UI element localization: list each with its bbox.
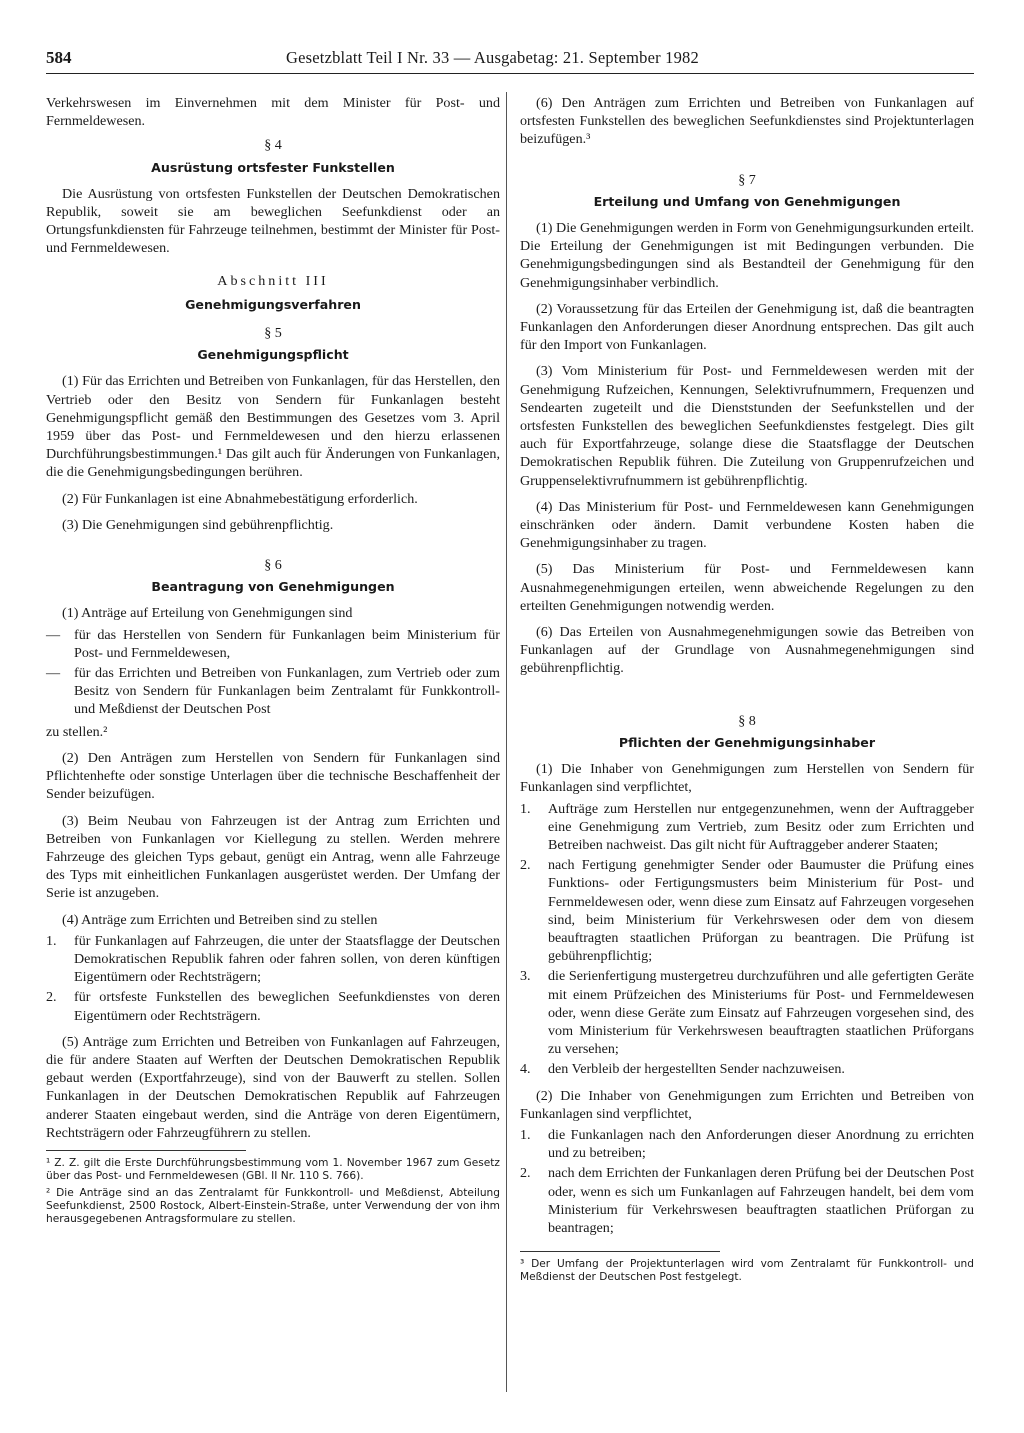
header-rule [46, 73, 974, 74]
part-3-title: Genehmigungsverfahren [185, 296, 361, 312]
section-7-para-5: (5) Das Ministerium für Post- und Fernmeldewesen kann Ausnahmegenehmigungen erteilen, wenn abweichende Regelungen zu den erteilten Genehmigungen notwendig werden. [520, 561, 974, 614]
page-number: 584 [46, 48, 72, 67]
section-8-para-2-intro: (2) Die Inhaber von Genehmigungen zum Errichten und Betreiben von Funkanlagen sind verpflichtet, [520, 1087, 974, 1122]
section-8-para-2-list [520, 1126, 974, 1237]
footnote-rule [46, 1150, 246, 1151]
list-item: 4. den Verbleib der hergestellten Sender nachzuweisen. [520, 1061, 845, 1078]
continued-text: Verkehrswesen im Einvernehmen mit dem Minister für Post- und Fernmeldewesen. [46, 95, 500, 130]
section-8-number: § 8 [738, 712, 756, 729]
list-item: 3. die Serienfertigung mustergetreu durchzuführen und alle gefertigten Geräte mit einem Prüfzeichen des Ministeriums für Post- und Fernmeldewesen oder, wenn diese Geräte zum Einsatz auf Fahrzeugen vorgesehen sind, des vom Ministerium für Verkehrswesen beauftragten staatlichen Prüforgans zu versehen; [520, 968, 974, 1058]
section-4-text: Die Ausrüstung von ortsfesten Funkstellen der Deutschen Demokratischen Republik, soweit sie am beweglichen Seefunkdienst oder an Ortungsfunkdiensten für Fahrzeuge teilnehmen, bestimmt der Minister für Post- und Fernmeldewesen. [46, 185, 500, 257]
footnote-3: ³ Der Umfang der Projektunterlagen wird vom Zentralamt für Funkkontroll- und Meßdienst der Deutschen Post festgelegt. [520, 1258, 974, 1284]
list-item: 1. Aufträge zum Herstellen nur entgegenzunehmen, wenn der Auftraggeber eine Genehmigung zum Vertrieb, zum Besitz oder zum Errichten und Betreiben nachweist. Das gilt nicht für Auftraggeber anderer Staaten; [520, 800, 974, 853]
left-column [46, 94, 500, 1230]
section-8-para-1-list [520, 800, 974, 1079]
running-title: Gesetzblatt Teil I Nr. 33 — Ausgabetag: 21. September 1982 [286, 48, 699, 67]
section-7-para-1: (1) Die Genehmigungen werden in Form von Genehmigungsurkunden erteilt. Die Erteilung der Genehmigungen ist mit Bedingungen verbunden. Die Genehmigungsbedingungen sind als Bestandteil der Genehmigung für den Genehmigungsinhaber verbindlich. [520, 220, 974, 291]
list-item: — für das Errichten und Betreiben von Funkanlagen, zum Vertrieb oder zum Besitz von Sendern für Funkanlagen beim Zentralamt für Funkkontroll- und Meßdienst der Deutschen Post [46, 665, 500, 718]
section-7-title: Erteilung und Umfang von Genehmigungen [593, 193, 901, 209]
section-5-number: § 5 [264, 325, 282, 342]
list-item: 2. für ortsfeste Funkstellen des beweglichen Seefunkdienstes von deren Eigentümern oder Rechtsträgern. [46, 989, 500, 1024]
list-item: 2. nach Fertigung genehmigter Sender oder Baumuster die Prüfung eines Funktions- oder Fertigungsmusters beim Ministerium für Post- und Fernmeldewesen oder, wenn diese zum Einsatz auf Fahrzeugen vorgesehen sind, beim Ministerium für Verkehrswesen oder dem von diesem beauftragten staatlichen Prüforgan zu beantragen. Die Prüfung ist gebührenpflichtig; [520, 857, 974, 965]
section-7-para-4: (4) Das Ministerium für Post- und Fernmeldewesen kann Genehmigungen einschränken oder ändern. Damit verbundene Kosten haben die Genehmigungsinhaber zu tragen. [520, 498, 974, 552]
list-item: 1. die Funkanlagen nach den Anforderungen dieser Anordnung zu errichten und zu betreiben; [520, 1126, 974, 1162]
section-6-para-5: (5) Anträge zum Errichten und Betreiben von Funkanlagen auf Fahrzeugen, die für andere Staaten auf Werften der Deutschen Demokratischen Republik gebaut werden (Exportfahrzeuge), sind von der Bauwerft zu stellen. Sollen Funkanlagen in der Deutschen Demokratischen Republik auf Fahrzeugen anderer Staaten eingebaut werden, sind die Anträge von deren Eigentümern, Rechtsträgern oder Fahrzeugführern zu stellen. [46, 1033, 500, 1141]
footnote-rule [520, 1251, 720, 1252]
list-item: 2. nach dem Errichten der Funkanlagen deren Prüfung bei der Deutschen Post oder, wenn es sich um Funkanlagen auf Fahrzeugen handelt, bei dem vom Ministerium für Verkehrswesen beauftragten staatlichen Prüforgan zu beantragen; [520, 1165, 974, 1236]
section-5-title: Genehmigungspflicht [197, 347, 349, 363]
part-3-label: Abschnitt III [217, 272, 329, 289]
section-8-para-1-intro: (1) Die Inhaber von Genehmigungen zum Herstellen von Sendern für Funkanlagen sind verpflichtet, [520, 761, 974, 796]
section-6-para-6: (6) Den Anträgen zum Errichten und Betreiben von Funkanlagen auf ortsfesten Funkstellen des beweglichen Seefunkdienstes sind Projektunterlagen beizufügen.³ [520, 95, 974, 148]
section-6-title: Beantragung von Genehmigungen [151, 579, 395, 595]
section-6-para-2: (2) Den Anträgen zum Herstellen von Sendern für Funkanlagen sind Pflichtenhefte oder sonstige Unterlagen über die technische Beschaffenheit der Sender beizufügen. [46, 749, 500, 803]
section-6-para-3: (3) Beim Neubau von Fahrzeugen ist der Antrag zum Errichten und Betreiben von Funkanlagen vor Kiellegung zu stellen. Werden mehrere Fahrzeuge des gleichen Typs gebaut, genügt ein Antrag, wenn alle Fahrzeuge des Typs mit einheitlichen Funkanlagen ausgerüstet werden. Der Umfang der Serie ist anzugeben. [46, 812, 500, 902]
list-item: — für das Herstellen von Sendern für Funkanlagen beim Ministerium für Post- und Fernmeldewesen, [46, 626, 500, 661]
section-4-number: § 4 [264, 137, 282, 154]
right-column [520, 94, 974, 1288]
column-divider [506, 92, 507, 1392]
section-6-para-1-intro: (1) Anträge auf Erteilung von Genehmigungen sind [62, 605, 353, 622]
section-7-number: § 7 [738, 171, 756, 188]
footnote-2: ² Die Anträge sind an das Zentralamt für Funkkontroll- und Meßdienst, Abteilung Seefunkdienst, 2500 Rostock, Albert-Einstein-Straße, unter Verwendung der von ihm herausgegebenen Antragsformulare zu stellen. [46, 1186, 500, 1225]
section-4-title: Ausrüstung ortsfester Funkstellen [151, 159, 395, 175]
section-6-number: § 6 [264, 557, 282, 574]
section-7-para-3: (3) Vom Ministerium für Post- und Fernmeldewesen werden mit der Genehmigung Rufzeichen, Kennungen, Selektivrufnummern, Frequenzen und Sendearten zugeteilt und die Dienststunden der Seefunkstellen und der ortsfesten Funkstellen des beweglichen Seefunkdienstes festgelegt. Dies gilt auch für Exportfahrzeuge, solange diese die Staatsflagge der Deutschen Demokratischen Republik führen. Die Zuteilung von Gruppenrufzeichen und Gruppenselektivrufnummern ist gebührenpflichtig. [520, 363, 974, 489]
section-5-para-3: (3) Die Genehmigungen sind gebührenpflichtig. [62, 516, 334, 533]
section-6-para-4-intro: (4) Anträge zum Errichten und Betreiben sind zu stellen [62, 911, 378, 928]
section-7-para-6: (6) Das Erteilen von Ausnahmegenehmigungen sowie das Betreiben von Funkanlagen auf der Grundlage von Ausnahmegenehmigungen sind gebührenpflichtig. [520, 624, 974, 677]
section-5-para-2: (2) Für Funkanlagen ist eine Abnahmebestätigung erforderlich. [62, 490, 418, 507]
section-5-para-1: (1) Für das Errichten und Betreiben von Funkanlagen, für das Herstellen, den Vertrieb oder den Besitz von Sendern für Funkanlagen besteht Genehmigungspflicht gemäß den Bestimmungen des Gesetzes vom 3. April 1959 über das Post- und Fernmeldewesen und den hierzu erlassenen Durchführungsbestimmungen.¹ Das gilt auch für Änderungen von Funkanlagen, die die Genehmigungsbedingungen berühren. [46, 373, 500, 481]
list-item: 1. für Funkanlagen auf Fahrzeugen, die unter der Staatsflagge der Deutschen Demokratischen Republik fahren oder fahren sollen, von deren künftigen Eigentümern oder Rechtsträgern; [46, 932, 500, 986]
section-6-para-4-list [46, 932, 500, 1025]
section-6-para-1-outro: zu stellen.² [46, 723, 108, 740]
section-7-para-2: (2) Voraussetzung für das Erteilen der Genehmigung ist, daß die beantragten Funkanlagen den Anforderungen dieser Anordnung entsprechen. Das gilt auch für den Import von Funkanlagen. [520, 300, 974, 354]
section-6-para-1-list [46, 626, 500, 719]
section-8-title: Pflichten der Genehmigungsinhaber [618, 734, 876, 750]
page-header [46, 48, 974, 74]
footnote-1: ¹ Z. Z. gilt die Erste Durchführungsbestimmung vom 1. November 1967 zum Gesetz über das Post- und Fernmeldewesen (GBl. II Nr. 110 S. 766). [46, 1156, 500, 1182]
